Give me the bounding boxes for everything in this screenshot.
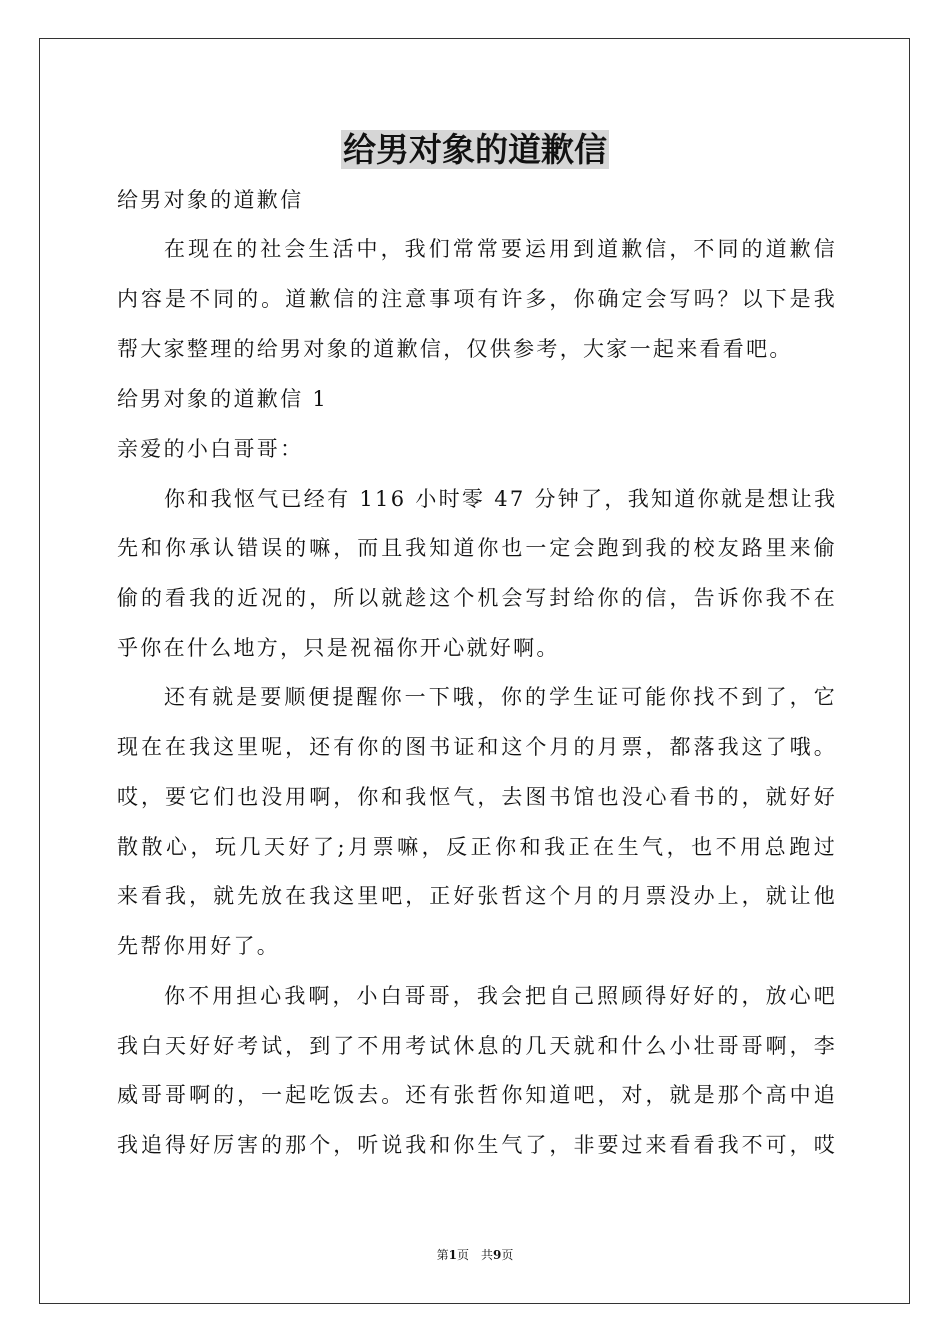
paragraph-line: 我白天好好考试，到了不用考试休息的几天就和什么小壮哥哥啊，李 xyxy=(117,1034,837,1058)
paragraph-line: 还有就是要顺便提醒你一下哦，你的学生证可能你找不到了，它 xyxy=(164,685,837,709)
paragraph-line: 哎，要它们也没用啊，你和我怄气，去图书馆也没心看书的，就好好 xyxy=(117,785,837,809)
paragraph-line: 你和我怄气已经有 116 小时零 47 分钟了，我知道你就是想让我 xyxy=(164,487,838,511)
paragraph-line: 现在在我这里呢，还有你的图书证和这个月的月票，都落我这了哦。 xyxy=(117,735,837,759)
page-total-number: 9 xyxy=(493,1248,502,1262)
document-title: 给男对象的道歉信 xyxy=(343,130,607,169)
section-heading: 给男对象的道歉信 1 xyxy=(117,387,329,411)
page-current-number: 1 xyxy=(448,1248,457,1262)
paragraph-line: 散散心，玩几天好了;月票嘛，反正你和我正在生气，也不用总跑过 xyxy=(117,835,837,859)
paragraph-line: 内容是不同的。道歉信的注意事项有许多，你确定会写吗？以下是我 xyxy=(117,287,837,311)
page-footer xyxy=(0,1247,950,1263)
page-mid: 页 共 xyxy=(456,1248,493,1262)
paragraph-line: 乎你在什么地方，只是祝福你开心就好啊。 xyxy=(117,636,560,660)
paragraph-line: 我追得好厉害的那个，听说我和你生气了，非要过来看看我不可，哎 xyxy=(117,1133,837,1157)
paragraph-line: 先和你承认错误的嘛，而且我知道你也一定会跑到我的校友路里来偷 xyxy=(117,536,837,560)
page-border xyxy=(39,38,910,1304)
page-suffix: 页 xyxy=(501,1248,514,1262)
salutation: 亲爱的小白哥哥： xyxy=(117,437,304,461)
paragraph-line: 先帮你用好了。 xyxy=(117,934,281,958)
paragraph-line: 威哥哥啊的，一起吃饭去。还有张哲你知道吧，对，就是那个高中追 xyxy=(117,1083,837,1107)
paragraph-line: 你不用担心我啊，小白哥哥，我会把自己照顾得好好的，放心吧 xyxy=(164,984,837,1008)
paragraph-line: 在现在的社会生活中，我们常常要运用到道歉信，不同的道歉信 xyxy=(164,237,837,261)
paragraph-line: 帮大家整理的给男对象的道歉信，仅供参考，大家一起来看看吧。 xyxy=(117,337,793,361)
paragraph-line: 偷的看我的近况的，所以就趁这个机会写封给你的信，告诉你我不在 xyxy=(117,586,837,610)
paragraph-line: 来看我，就先放在我这里吧，正好张哲这个月的月票没办上，就让他 xyxy=(117,884,837,908)
page-prefix: 第 xyxy=(436,1248,449,1262)
document-subtitle: 给男对象的道歉信 xyxy=(117,188,304,212)
